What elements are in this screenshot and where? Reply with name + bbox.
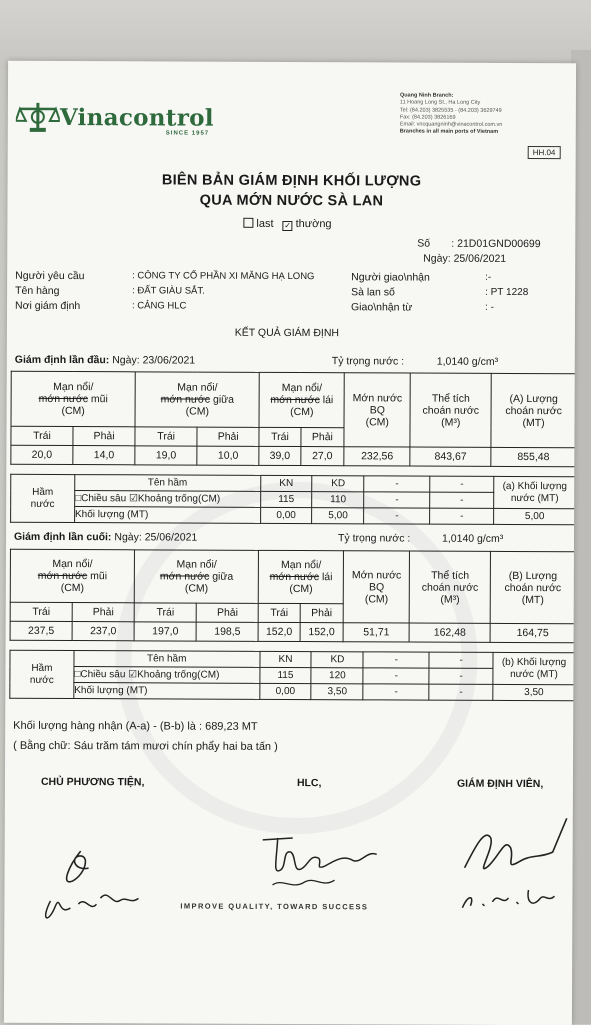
tank-kn-header: KN <box>260 475 312 491</box>
dash-cell: - <box>430 476 494 492</box>
tank-result-value: 5,00 <box>494 508 576 524</box>
goods-label: Tên hàng <box>15 285 59 297</box>
owner-signature-label: CHỦ PHƯƠNG TIỆN, <box>41 776 144 788</box>
value-cell: 27,0 <box>301 447 345 466</box>
hlc-signature <box>252 830 392 901</box>
branch-title: Quang Ninh Branch: <box>400 92 503 100</box>
tank-cell: 110 <box>312 492 364 508</box>
tank-depth-row: □Chiều sâu ☑Khoảng trống(CM) <box>75 491 261 508</box>
from-label: Giao\nhận từ <box>351 301 412 313</box>
col-right: Phải <box>72 603 134 622</box>
normal-label: thường <box>296 218 332 230</box>
col-right: Phải <box>197 427 259 446</box>
tank-name-header: Tên hầm <box>75 475 261 492</box>
col-right: Phải <box>300 604 344 623</box>
tank-kd-header: KD <box>311 652 363 668</box>
tank-weight-row: Khối lượng (MT) <box>74 683 260 700</box>
value-cell: 237,0 <box>72 622 134 641</box>
deliverer-value: :- <box>485 272 491 283</box>
value-cell: 198,5 <box>196 622 258 641</box>
header-weight: (B) Lượng choán nước (MT) <box>490 551 575 623</box>
document-subtitle: QUA MỚN NƯỚC SÀ LAN <box>7 192 575 210</box>
requester-label: Người yêu cầu <box>15 270 84 282</box>
tank-cell: 3,50 <box>311 684 363 700</box>
branch-info <box>400 92 503 136</box>
dash-cell: - <box>429 684 493 700</box>
col-left: Trái <box>10 602 72 621</box>
surveyor-signature <box>444 818 569 919</box>
value-cell: 237,5 <box>10 621 72 640</box>
barge-value: : PT 1228 <box>485 287 528 298</box>
last-survey-label <box>14 531 197 544</box>
branch-line: Branches in all main ports of Vietnam <box>400 129 503 137</box>
background-top <box>0 0 591 70</box>
header-volume: Thể tích choán nước (M³) <box>410 373 491 447</box>
company-logo <box>16 99 214 136</box>
logo-since: SINCE 1957 <box>166 130 209 136</box>
dash-cell: - <box>363 684 429 700</box>
tank-group-label: Hầm nước <box>11 474 75 522</box>
doc-no-label: Số <box>417 238 430 250</box>
dash-cell: - <box>364 492 430 508</box>
last-survey-label-text: Giám định lần cuối: <box>14 531 111 543</box>
branch-line: Tel: (84.203) 3825535 - (84.203) 3629749 <box>400 107 503 115</box>
dash-cell: - <box>430 508 494 524</box>
tank-kd-header: KD <box>312 476 364 492</box>
surveyor-signature-label: GIÁM ĐỊNH VIÊN, <box>457 778 543 790</box>
col-right: Phải <box>73 427 135 446</box>
tank-cell: 0,00 <box>260 507 312 523</box>
dash-cell: - <box>364 476 430 492</box>
first-density-value: 1,0140 g/cm³ <box>437 356 498 368</box>
header-weight: (A) Lượng choán nước (MT) <box>491 373 576 447</box>
place-label: Nơi giám định <box>15 300 80 312</box>
header-stern: Mạn nổi/ mớn nước lái (CM) <box>259 372 344 427</box>
footer-slogan: IMPROVE QUALITY, TOWARD SUCCESS <box>180 902 368 912</box>
col-right: Phải <box>301 428 345 447</box>
last-tank-table <box>9 650 575 701</box>
value-cell: 51,71 <box>343 623 409 642</box>
first-tank-table <box>10 474 576 525</box>
tank-weight-row: Khối lượng (MT) <box>74 507 260 524</box>
tank-result-header: (b) Khối lượng nước (MT) <box>493 652 575 684</box>
result-title: KẾT QUẢ GIÁM ĐỊNH <box>7 326 567 340</box>
dash-cell: - <box>364 508 430 524</box>
last-draft-table <box>10 549 576 643</box>
dash-cell: - <box>363 652 429 668</box>
value-cell: 164,75 <box>490 623 575 642</box>
branch-line: Email: vncquangninh@vinacontrol.com.vn <box>400 122 503 130</box>
doc-no-value: : 21D01GND00699 <box>451 238 540 250</box>
requester-value: : CÔNG TY CỔ PHẦN XI MĂNG HẠ LONG <box>132 270 314 282</box>
header-stern: Mạn nổi/ mớn nước lái (CM) <box>259 550 344 603</box>
value-cell: 14,0 <box>73 446 135 465</box>
tank-group-label: Hầm nước <box>10 650 74 698</box>
tank-cell: 120 <box>311 668 363 684</box>
dash-cell: - <box>429 668 493 684</box>
first-survey-label-text: Giám định lần đầu: <box>15 354 110 366</box>
last-survey-date: Ngày: 25/06/2021 <box>114 531 197 543</box>
dash-cell: - <box>429 652 493 668</box>
header-mid: Mạn nổi/ mớn nước giữa (CM) <box>135 372 259 428</box>
col-left: Trái <box>135 427 197 446</box>
last-checkbox[interactable] <box>243 218 253 228</box>
first-density-label: Tỷ trọng nước : <box>332 355 404 367</box>
branch-line: 11 Hoang Long St., Ha Long City <box>400 100 503 108</box>
tank-result-value: 3,50 <box>493 684 575 700</box>
tank-result-header: (a) Khối lượng nước (MT) <box>494 476 576 508</box>
tank-cell: 115 <box>259 667 311 683</box>
value-cell: 20,0 <box>11 445 73 464</box>
value-cell: 197,0 <box>134 622 196 641</box>
col-left: Trái <box>11 426 73 445</box>
survey-type <box>243 218 331 231</box>
scales-logo-icon <box>16 99 60 135</box>
document-sheet <box>4 61 576 1025</box>
dash-cell: - <box>363 668 429 684</box>
tank-cell: 0,00 <box>259 683 311 699</box>
branch-line: Fax: (84.203) 3826169 <box>400 114 503 122</box>
dash-cell: - <box>430 492 494 508</box>
value-cell: 855,48 <box>491 447 576 466</box>
from-value: : - <box>485 302 494 313</box>
last-density-label: Tỷ trọng nước : <box>338 532 410 544</box>
form-code: HH.04 <box>528 146 561 159</box>
tank-cell: 115 <box>260 491 312 507</box>
col-left: Trái <box>258 603 299 622</box>
value-cell: 232,56 <box>344 447 410 466</box>
deliverer-label: Người giao\nhận <box>351 271 430 283</box>
value-cell: 843,67 <box>410 447 491 466</box>
header-bow: Mạn nổi/ mớn nước mũi (CM) <box>10 549 134 603</box>
value-cell: 152,0 <box>300 623 344 642</box>
first-survey-label <box>15 354 195 367</box>
header-bow: Mạn nổi/ mớn nước mũi (CM) <box>11 371 135 427</box>
col-left: Trái <box>259 427 300 446</box>
barge-label: Sà lan số <box>351 286 395 298</box>
doc-date: Ngày: 25/06/2021 <box>423 253 506 265</box>
header-mid: Mạn nổi/ mớn nước giữa (CM) <box>134 550 258 604</box>
col-left: Trái <box>134 603 196 622</box>
value-cell: 10,0 <box>197 446 259 465</box>
normal-checkbox[interactable]: ✓ <box>283 221 293 231</box>
last-density-value: 1,0140 g/cm³ <box>442 533 503 545</box>
first-survey-date: Ngày: 23/06/2021 <box>112 354 195 366</box>
owner-signature <box>30 826 170 927</box>
goods-value: : ĐẤT GIÀU SẮT. <box>132 285 205 296</box>
value-cell: 19,0 <box>135 446 197 465</box>
tank-depth-row: □Chiều sâu ☑Khoảng trống(CM) <box>74 667 260 684</box>
header-volume: Thể tích choán nước (M³) <box>410 551 491 623</box>
value-cell: 39,0 <box>259 446 300 465</box>
col-right: Phải <box>196 603 258 622</box>
summary-words: ( Bằng chữ: Sáu trăm tám mươi chín phẩy hai ba tấn ) <box>13 740 278 753</box>
header-draft: Mớn nước BQ (CM) <box>344 373 411 447</box>
tank-name-header: Tên hầm <box>74 651 260 668</box>
value-cell: 152,0 <box>258 622 299 641</box>
logo-text: Vinacontrol <box>60 103 214 131</box>
place-value: : CẢNG HLC <box>132 300 186 311</box>
header-draft: Mớn nước BQ (CM) <box>343 551 410 623</box>
value-cell: 162,48 <box>409 623 490 642</box>
first-draft-table <box>10 371 576 467</box>
document-title: BIÊN BẢN GIÁM ĐỊNH KHỐI LƯỢNG <box>8 172 576 190</box>
summary-total: Khối lượng hàng nhận (A-a) - (B-b) là : 689,23 MT <box>13 720 258 733</box>
tank-cell: 5,00 <box>312 508 364 524</box>
tank-kn-header: KN <box>260 651 312 667</box>
hlc-signature-label: HLC, <box>297 777 322 789</box>
last-label: last <box>256 218 273 230</box>
